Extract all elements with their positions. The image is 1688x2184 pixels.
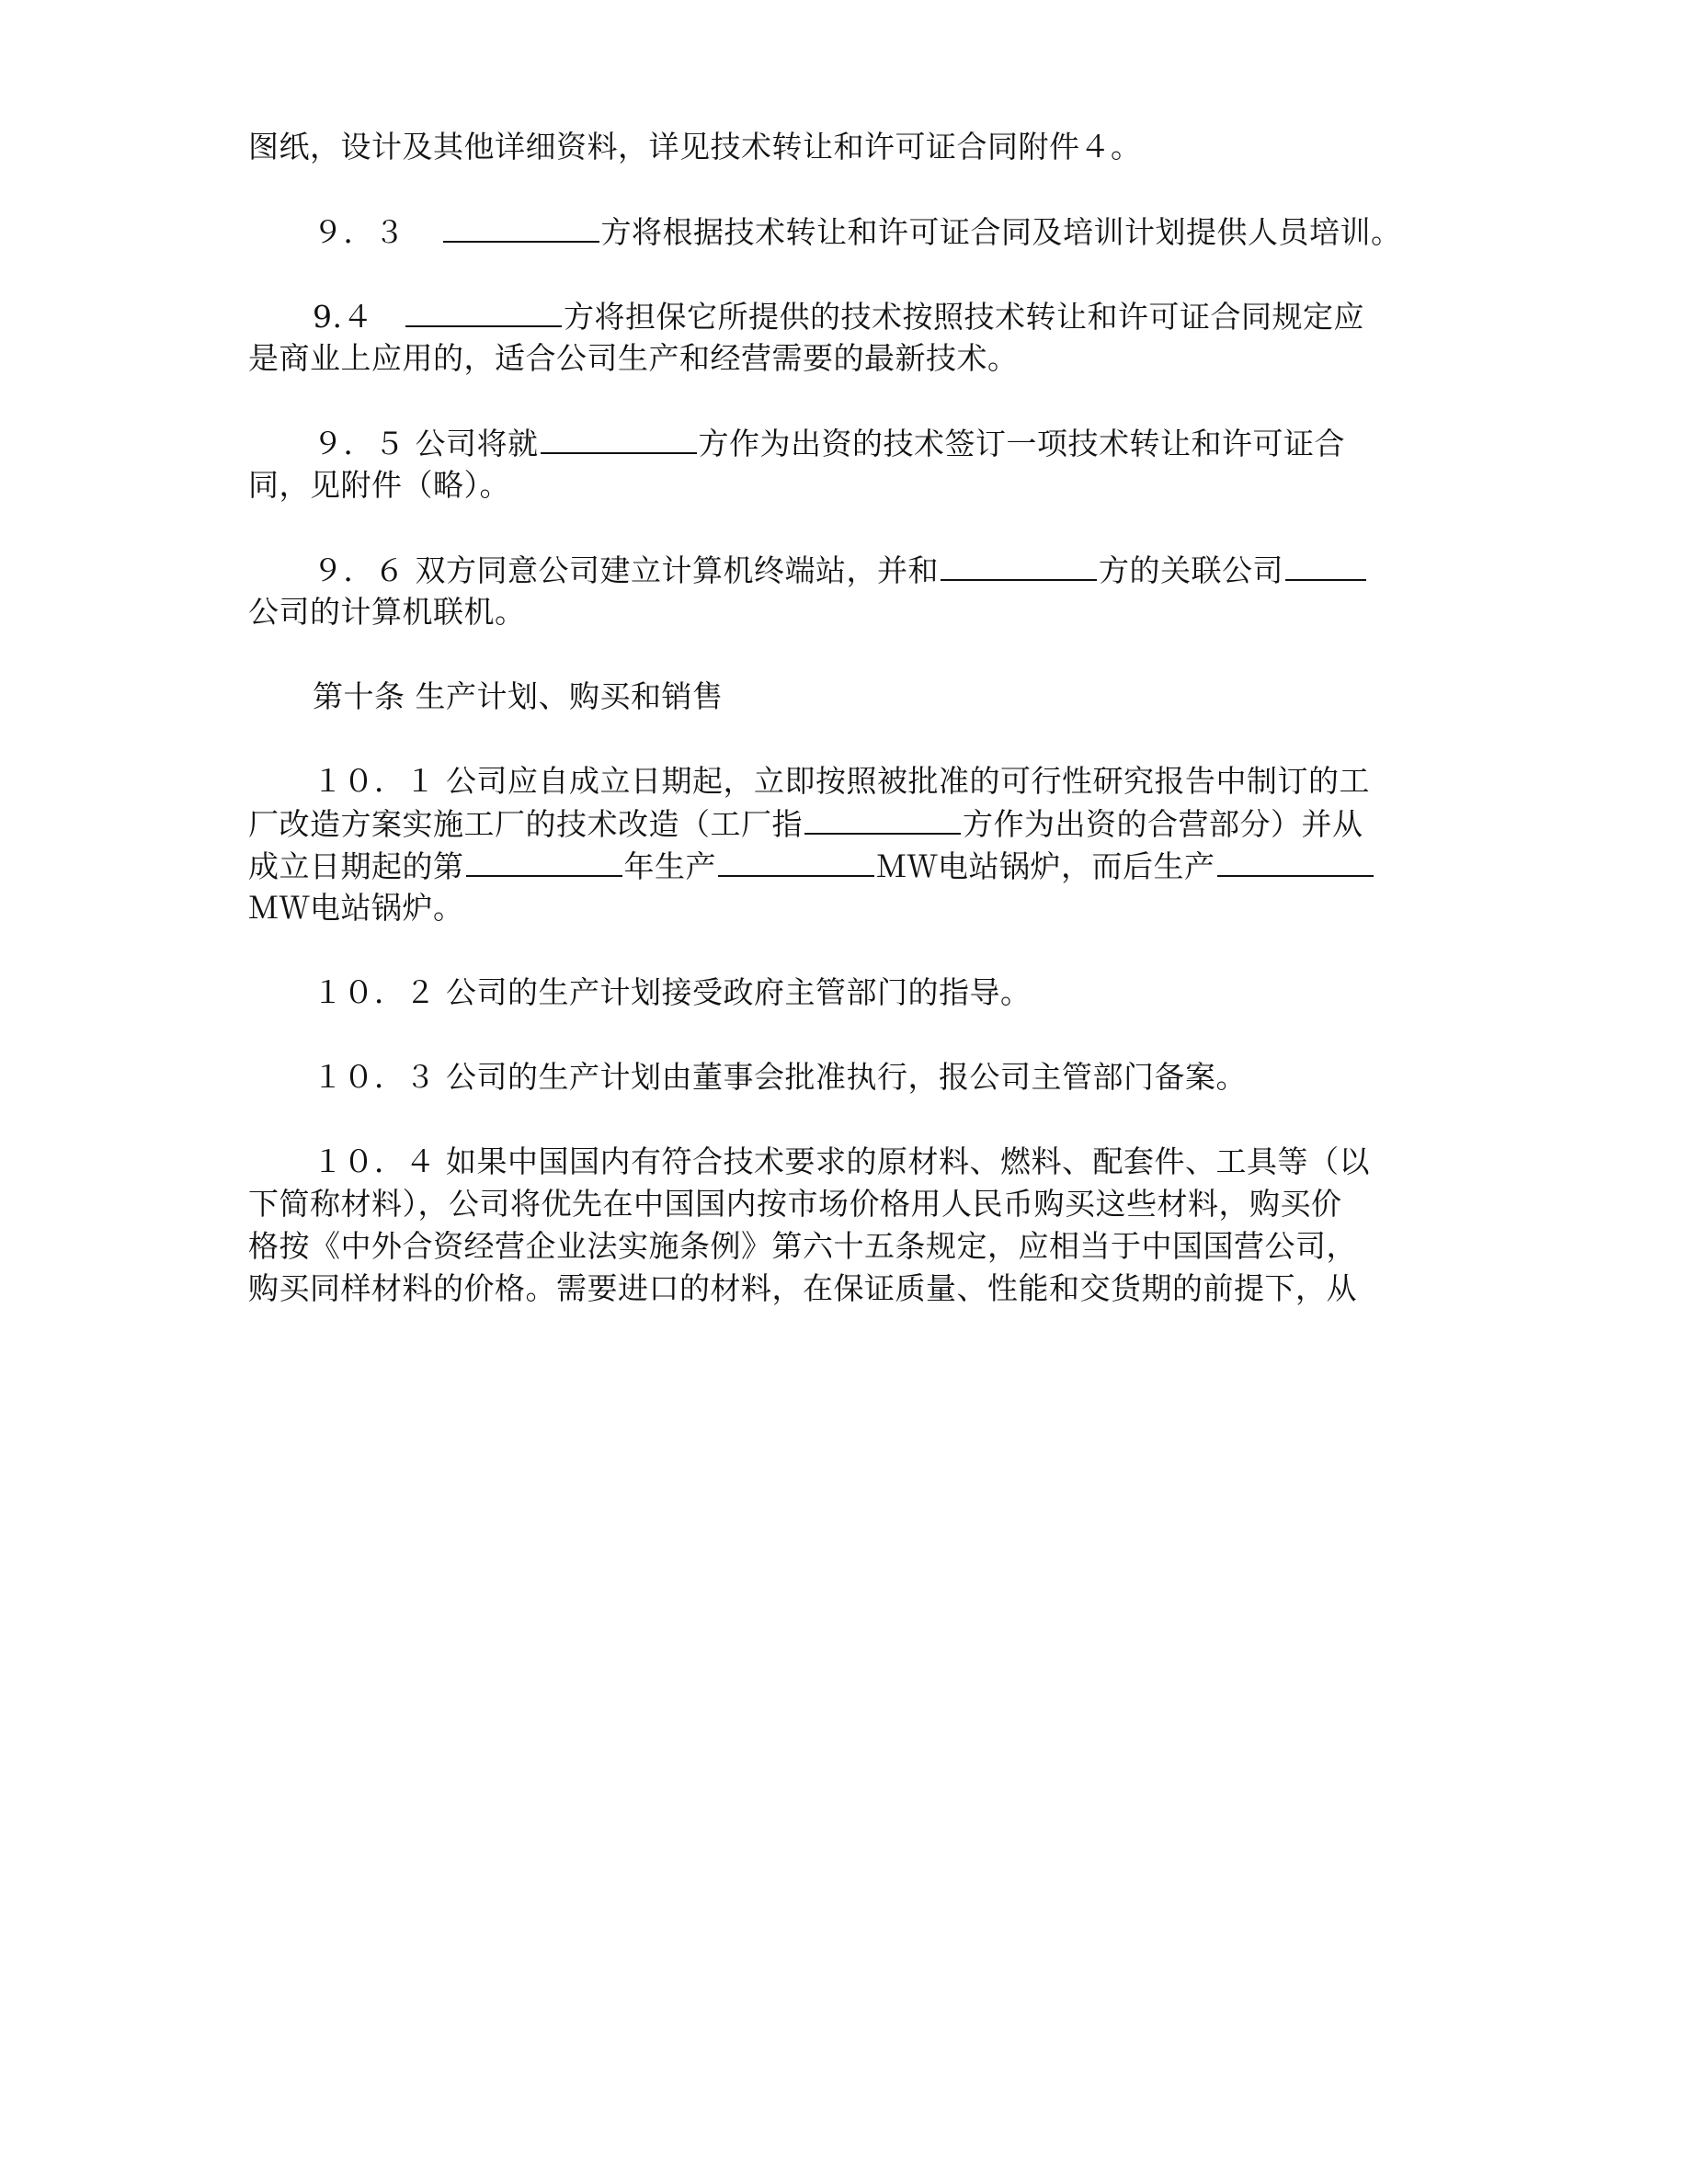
clause-9-6	[313, 552, 1508, 588]
fill-in-blank[interactable]	[1217, 847, 1374, 877]
text-segment: １０．３ 公司的生产计划由董事会批准执行，报公司主管部门备案。	[313, 1059, 1247, 1095]
text-segment: 格按《中外合资经营企业法实施条例》第六十五条规定，应相当于中国国营公司，	[248, 1228, 1357, 1264]
text-segment: 厂改造方案实施工厂的技术改造（工厂指	[248, 806, 803, 842]
clause-9-5	[313, 425, 1508, 461]
text-line-1	[248, 129, 1443, 165]
text-segment: ９．５ 公司将就	[313, 426, 539, 461]
clause-10-3	[313, 1059, 1508, 1096]
section-heading: 第十条 生产计划、购买和销售	[313, 678, 724, 714]
text-segment: 方作为出资的合营部分）并从	[963, 806, 1363, 842]
text-line	[248, 805, 1443, 842]
text-segment: ９．６ 双方同意公司建立计算机终端站，并和	[313, 552, 939, 588]
fill-in-blank[interactable]	[1285, 552, 1366, 581]
clause-number: ９．３	[313, 214, 405, 250]
text-segment: １０．２ 公司的生产计划接受政府主管部门的指导。	[313, 974, 1032, 1010]
text-line	[248, 340, 1443, 377]
clause-10-4	[313, 1143, 1508, 1180]
text-line	[248, 847, 1443, 884]
text-segment: 方将担保它所提供的技术按照技术转让和许可证合同规定应	[564, 299, 1364, 335]
text-line	[248, 594, 1443, 631]
text-line	[248, 1228, 1443, 1265]
text-segment: １０．４ 如果中国国内有符合技术要求的原材料、燃料、配套件、工具等（以	[313, 1143, 1370, 1179]
text-line	[248, 467, 1443, 504]
text-segment: 年生产	[623, 848, 716, 884]
fill-in-blank[interactable]	[941, 552, 1097, 581]
clause-10-2	[313, 974, 1508, 1011]
text-line	[248, 890, 1443, 927]
text-segment: 图纸，设计及其他详细资料，详见技术转让和许可证合同附件４。	[248, 129, 1142, 165]
text-line	[248, 1270, 1443, 1307]
text-segment: 成立日期起的第	[248, 848, 464, 884]
fill-in-blank[interactable]	[804, 805, 961, 835]
fill-in-blank[interactable]	[541, 425, 697, 454]
text-segment: 公司的计算机联机。	[248, 594, 526, 630]
clause-9-3	[313, 213, 1508, 250]
clause-9-4	[313, 298, 1508, 335]
fill-in-blank[interactable]	[405, 298, 562, 327]
text-segment: 购买同样材料的价格。需要进口的材料，在保证质量、性能和交货期的前提下，从	[248, 1270, 1357, 1306]
fill-in-blank[interactable]	[466, 847, 622, 877]
text-segment: 方将根据技术转让和许可证合同及培训计划提供人员培训。	[600, 214, 1402, 250]
text-line	[248, 1186, 1443, 1223]
text-segment: 下简称材料），公司将优先在中国国内按市场价格用人民币购买这些材料，购买价	[248, 1186, 1342, 1222]
article-10-heading	[313, 678, 1508, 715]
clause-10-1	[313, 763, 1508, 800]
text-segment: 方作为出资的技术签订一项技术转让和许可证合	[698, 426, 1345, 461]
text-segment: １０．１ 公司应自成立日期起，立即按照被批准的可行性研究报告中制订的工	[313, 763, 1370, 799]
text-segment: 方的关联公司	[1099, 552, 1283, 588]
clause-number: 9.４	[313, 299, 373, 335]
text-segment: 是商业上应用的，适合公司生产和经营需要的最新技术。	[248, 340, 1019, 376]
text-segment: 同，见附件（略）。	[248, 467, 510, 503]
text-segment: ＭＷ电站锅炉。	[248, 890, 464, 926]
text-segment: ＭＷ电站锅炉，而后生产	[876, 848, 1215, 884]
fill-in-blank[interactable]	[718, 847, 874, 877]
fill-in-blank[interactable]	[443, 213, 599, 243]
